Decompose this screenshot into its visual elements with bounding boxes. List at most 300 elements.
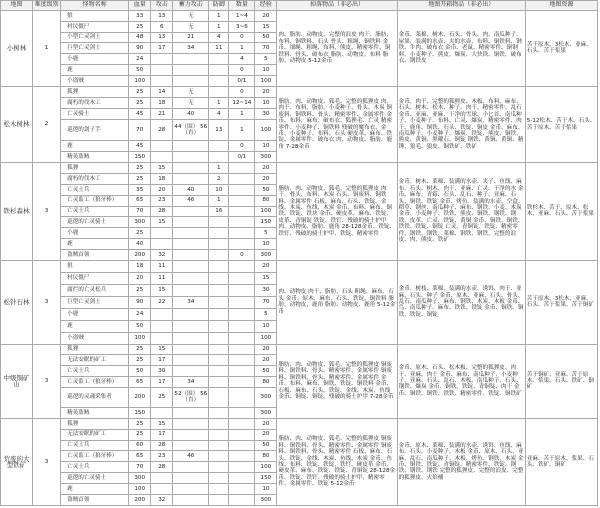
- exp-cell: 100: [255, 206, 277, 217]
- attack-cell: 15: [151, 344, 173, 355]
- drops-cell: 脂肪、肉、动物皮、狐毛、完整的狐狸皮 肉干、骨头、布料、木炭 石头、铜废料、铜铁料、金属零件 石板、麻布、石头、铁锭、金线、木炭、鱼线、木炭 金币、布料、麻布、铜铁、铁锭、铁块 金币、硬皮革、麻布、铁锭、皮革、青铜锭 铁锭、铁钉、残破的骑士护甲 肉、动物皮、脂肪、鹿角 28-128金币、铁锭、铁钉、残破的骑士护甲、铁锭、精密零件: [277, 163, 397, 260]
- hp-cell: 35: [129, 184, 151, 195]
- count-cell: 0: [229, 32, 255, 43]
- monster-name-cell: 狼: [61, 260, 129, 272]
- defense-cell: [209, 75, 229, 86]
- attack-cell: 28: [151, 120, 173, 141]
- monster-name-cell: 鹿: [61, 140, 129, 151]
- charge-cell: [173, 344, 209, 355]
- table-row: [1, 86, 598, 97]
- defense-cell: [209, 473, 229, 484]
- hp-cell: 90: [129, 296, 151, 308]
- count-cell: 1~4: [229, 11, 255, 22]
- monster-name-cell: 亡灵士兵: [61, 462, 129, 473]
- monster-name-cell: 鹿: [61, 239, 129, 250]
- hp-cell: 18: [129, 260, 151, 272]
- charge-cell: 无: [173, 11, 209, 22]
- count-cell: 1: [229, 120, 255, 141]
- hp-cell: 24: [129, 308, 151, 320]
- charge-cell: [173, 332, 209, 344]
- attack-cell: 15: [151, 418, 173, 429]
- charge-cell: [173, 140, 209, 151]
- header-resources: 地图资源: [525, 1, 597, 11]
- attack-cell: 23: [151, 195, 173, 206]
- defense-cell: 16: [209, 206, 229, 217]
- attack-cell: [151, 408, 173, 419]
- hp-cell: 48: [129, 32, 151, 43]
- attack-cell: 15: [151, 217, 173, 228]
- hp-cell: 65: [129, 451, 151, 462]
- resources-cell: 苦于原木、3松木、亚麻、石头、苦于浆果、苦于铜矿: [525, 260, 597, 344]
- charge-cell: 34: [173, 43, 209, 54]
- resources-cell: 苦于原木、3松木、亚麻、石头、苦于浆果: [525, 11, 597, 87]
- hp-cell: 300: [129, 217, 151, 228]
- attack-cell: [151, 332, 173, 344]
- exp-cell: 20: [255, 11, 277, 22]
- hp-cell: 25: [129, 86, 151, 97]
- attack-cell: 21: [151, 109, 173, 120]
- exp-cell: 150: [255, 217, 277, 228]
- monster-name-cell: 小型亡灵剑士: [61, 32, 129, 43]
- hp-cell: 60: [129, 440, 151, 451]
- chest-cell: 金币、原木、石头、松木板、完整的狐狸皮、肉干、亚麻、肉干 金币、麻布、南瓜种子、小麦种子、亚麻、石头、乱石、木板、南瓜种子、石头、钢铁、爆炭 金币、铜铁、铁锭、青铜锭、肉干 金币、铜铁、铜铁、铁铁、精密零件、铁锭、铜铁矿: [397, 344, 525, 418]
- count-cell: [229, 260, 255, 272]
- attack-cell: [151, 473, 173, 484]
- exp-cell: 20: [255, 260, 277, 272]
- defense-cell: [209, 260, 229, 272]
- attack-cell: [151, 152, 173, 163]
- hp-cell: 25: [129, 21, 151, 32]
- exp-cell: 100: [255, 120, 277, 141]
- map-name-cell: 松木树林: [1, 86, 33, 162]
- monster-name-cell: 亡灵士兵: [61, 206, 129, 217]
- exp-cell: 80: [255, 195, 277, 206]
- table-row: [1, 163, 598, 174]
- monster-name-cell: 亡灵监工（狼牙棒）: [61, 451, 129, 462]
- attack-cell: [151, 140, 173, 151]
- level-cell: 3: [33, 260, 61, 344]
- exp-cell: 5: [255, 228, 277, 239]
- exp-cell: 5: [255, 308, 277, 320]
- defense-cell: 4: [209, 109, 229, 120]
- attack-cell: [151, 308, 173, 320]
- defense-cell: 13: [209, 120, 229, 141]
- exp-cell: 50: [255, 440, 277, 451]
- header-charge-attack: 蓄力攻击: [173, 1, 209, 11]
- count-cell: 4: [229, 54, 255, 65]
- charge-cell: [173, 152, 209, 163]
- header-count: 数量: [229, 1, 255, 11]
- attack-cell: 13: [151, 11, 173, 22]
- defense-cell: [209, 54, 229, 65]
- monster-name-cell: 盗贼首领: [61, 249, 129, 260]
- count-cell: [229, 440, 255, 451]
- attack-cell: 30: [151, 366, 173, 377]
- exp-cell: 100: [255, 462, 277, 473]
- charge-cell: [173, 228, 209, 239]
- charge-cell: [173, 366, 209, 377]
- header-defense: 防御: [209, 1, 229, 11]
- exp-cell: 20: [255, 418, 277, 429]
- attack-cell: [151, 65, 173, 76]
- hp-cell: 25: [129, 174, 151, 185]
- attack-cell: 32: [151, 494, 173, 505]
- count-cell: [229, 284, 255, 296]
- charge-cell: [173, 260, 209, 272]
- defense-cell: 1: [209, 97, 229, 108]
- chest-cell: 金币、树木、莱棉、装满的水壶、夹子、鱼线、麻布、石头、树木、肉干、亚麻、亡灵、干净的水 金币、麻布、青霉、石头、乱石、种子、亚麻、石头、铜铁、铁锭 金币、烤鱼、装满的水壶、空盒、稻草、钢丝、南瓜种子、麻布、钢铁、小麦、木炭 金币、小麦种子、铁铁、熊皮、铜铁、钢铁、钢铁、皮革、亡灵、铁锭、黄铜 金币、铜铁、铜铁、铁铁、铁锭、铜锭 亡灵、青铜锭、铁锭、精密零件、钢铁、钢铁、莱棉、钢铁、钢铁、完整的浪皮、肉、熊皮、铁矿: [397, 163, 525, 260]
- exp-cell: 20: [255, 174, 277, 185]
- attack-cell: 28: [151, 206, 173, 217]
- defense-cell: [209, 284, 229, 296]
- table-row: [1, 344, 598, 355]
- hp-cell: 24: [129, 54, 151, 65]
- monster-name-cell: 巨型亡灵剑士: [61, 43, 129, 54]
- hp-cell: 150: [129, 152, 151, 163]
- monster-name-cell: 巡逻的灵魂采集者: [61, 387, 129, 407]
- attack-cell: 17: [151, 355, 173, 366]
- count-cell: [229, 344, 255, 355]
- charge-cell: 44（围） 56（直）: [173, 120, 209, 141]
- count-cell: [229, 377, 255, 388]
- count-cell: [229, 355, 255, 366]
- hp-cell: 25: [129, 344, 151, 355]
- defense-cell: [209, 228, 229, 239]
- count-cell: 0: [229, 140, 255, 151]
- attack-cell: 18: [151, 174, 173, 185]
- level-cell: 2: [33, 86, 61, 162]
- attack-cell: 22: [151, 296, 173, 308]
- count-cell: [229, 272, 255, 284]
- attack-cell: 20: [151, 184, 173, 195]
- charge-cell: 46: [173, 451, 209, 462]
- charge-cell: [173, 206, 209, 217]
- attack-cell: 15: [151, 284, 173, 296]
- monster-name-cell: 狐狸: [61, 86, 129, 97]
- header-drops: 掉落物品（非必出）: [277, 1, 397, 11]
- count-cell: [229, 408, 255, 419]
- attack-cell: 15: [151, 163, 173, 174]
- monster-name-cell: 无法安眠的矿工: [61, 429, 129, 440]
- monster-name-cell: 盗贼首领: [61, 494, 129, 505]
- hp-cell: 100: [129, 483, 151, 494]
- count-cell: [229, 494, 255, 505]
- exp-cell: 30: [255, 284, 277, 296]
- charge-cell: 无: [173, 21, 209, 32]
- defense-cell: [209, 152, 229, 163]
- count-cell: [229, 451, 255, 462]
- charge-cell: 无: [173, 86, 209, 97]
- defense-cell: [209, 86, 229, 97]
- hp-cell: 45: [129, 140, 151, 151]
- hp-cell: 200: [129, 494, 151, 505]
- attack-cell: 13: [151, 32, 173, 43]
- attack-cell: [151, 239, 173, 250]
- defense-cell: [209, 239, 229, 250]
- count-cell: [229, 483, 255, 494]
- count-cell: [229, 308, 255, 320]
- defense-cell: [209, 249, 229, 260]
- table-row: [1, 11, 598, 22]
- exp-cell: 100: [255, 332, 277, 344]
- hp-cell: 90: [129, 43, 151, 54]
- attack-cell: [151, 320, 173, 332]
- exp-cell: 15: [255, 272, 277, 284]
- charge-cell: [173, 272, 209, 284]
- count-cell: [229, 206, 255, 217]
- charge-cell: 34: [173, 296, 209, 308]
- count-cell: [229, 320, 255, 332]
- defense-cell: [209, 418, 229, 429]
- monster-name-cell: 鹿: [61, 483, 129, 494]
- chest-cell: 金币、树枝、莱棉、装满的水壶、诱饵、肉干、亚麻、石头、种子 金币、原木、亚麻、石头、骨头、乱石、南瓜种子、麻布、钢铁、木炭、木板 金币、鸟、南瓜种子、麻布、铁铁、铁锭 金币、铜铁、铜铁、铁锭、铜锭: [397, 260, 525, 344]
- attack-cell: 32: [151, 249, 173, 260]
- monster-name-cell: 无法安眠的矿工: [61, 355, 129, 366]
- attack-cell: [151, 75, 173, 86]
- hp-cell: 150: [129, 408, 151, 419]
- header-hp: 血量: [129, 1, 151, 11]
- hp-cell: 65: [129, 195, 151, 206]
- defense-cell: [209, 440, 229, 451]
- drops-cell: 脂肪、肉、动物皮、狐毛、完整的狐狸皮 铜废料、铜铁料、骨头、精密零件、金属零件 铜废料、铜铁料、骨头、精密零件、金属零件 金币、布料、麻布、铜铁、铁锭、铜铁料 金币、石板、麻布、石头、铁锭、金线、木炭、鱼线 金币、铜锭、铜锭、残破的骑士护甲 7-28金币: [277, 344, 397, 418]
- defense-cell: [209, 494, 229, 505]
- charge-cell: [173, 462, 209, 473]
- monster-name-cell: 亡灵监工（狼牙棒）: [61, 377, 129, 388]
- monster-name-cell: 鹿: [61, 320, 129, 332]
- drops-cell: 脂肪、肉、动物皮、狐毛、完整的狐狸皮 铜废料、铜铁料、骨头、精密零件、金属零件 铜废料、铜铁料、骨头、精密零件 石板、麻布、石头、铁锭、金线、木炭、鱼线、木炭 金币、鱼线、布料、铁锭、铁锭、铁钉、硬皮革 金币、硬皮革、麻布、铁锭、铁锭、青铜锭 28-128金币、铁锭、铁钉、残破的骑士护甲、精密零件、金属零件、铁锭 5-12金币: [277, 418, 397, 505]
- exp-cell: 300: [255, 408, 277, 419]
- defense-cell: [209, 387, 229, 407]
- count-cell: [229, 418, 255, 429]
- attack-cell: 17: [151, 429, 173, 440]
- exp-cell: 20: [255, 86, 277, 97]
- header-chest: 地图开箱物品（非必出）: [397, 1, 525, 11]
- charge-cell: [173, 440, 209, 451]
- level-cell: 3: [33, 344, 61, 418]
- drops-cell: 肉、动物皮 肉干、脂肪、石头 粗绳、麻布、石头 金币、原木、麻布、石头、铁锭、铜铁料 脂肪、动物皮、鹿角 脂肪、动物皮、鹿角 5-12金币: [277, 260, 397, 344]
- hp-cell: 33: [129, 11, 151, 22]
- exp-cell: 5: [255, 54, 277, 65]
- count-cell: [229, 163, 255, 174]
- defense-cell: [209, 408, 229, 419]
- monster-name-cell: 精英盗贼: [61, 408, 129, 419]
- charge-cell: [173, 483, 209, 494]
- charge-cell: [173, 494, 209, 505]
- defense-cell: [209, 429, 229, 440]
- exp-cell: 10: [255, 140, 277, 151]
- charge-cell: 46: [173, 195, 209, 206]
- count-cell: 0/1: [229, 75, 255, 86]
- exp-cell: 10: [255, 239, 277, 250]
- count-cell: 0: [229, 65, 255, 76]
- monster-name-cell: 小鹿: [61, 54, 129, 65]
- monster-name-cell: 亡灵士兵: [61, 440, 129, 451]
- header-exp: 经验: [255, 1, 277, 11]
- count-cell: [229, 429, 255, 440]
- count-cell: [229, 387, 255, 407]
- attack-cell: 11: [151, 272, 173, 284]
- hp-cell: 50: [129, 320, 151, 332]
- charge-cell: [173, 418, 209, 429]
- monster-name-cell: 狐狸: [61, 418, 129, 429]
- hp-cell: 25: [129, 429, 151, 440]
- count-cell: 1: [229, 109, 255, 120]
- monster-name-cell: 小盗贼: [61, 75, 129, 86]
- monster-name-cell: 亡灵骑士: [61, 109, 129, 120]
- monster-name-cell: 鹿: [61, 65, 129, 76]
- defense-cell: [209, 355, 229, 366]
- exp-cell: 50: [255, 366, 277, 377]
- defense-cell: [209, 332, 229, 344]
- count-cell: [229, 296, 255, 308]
- charge-cell: [173, 163, 209, 174]
- monster-name-cell: 狐狸: [61, 163, 129, 174]
- defense-cell: 2: [209, 174, 229, 185]
- hp-cell: 100: [129, 332, 151, 344]
- charge-cell: [173, 355, 209, 366]
- defense-cell: 11: [209, 43, 229, 54]
- count-cell: 0: [229, 249, 255, 260]
- attack-cell: 25: [151, 387, 173, 407]
- defense-cell: 1: [209, 21, 229, 32]
- resources-cell: 铁杉木、苦于、原木、松木、亚麻、石头、苦于浆果: [525, 163, 597, 260]
- charge-cell: 40: [173, 184, 209, 195]
- exp-cell: 30: [255, 109, 277, 120]
- attack-cell: 28: [151, 462, 173, 473]
- attack-cell: [151, 54, 173, 65]
- monster-name-cell: 巡逻的刽子手: [61, 120, 129, 141]
- chest-cell: 金币、莱棉、树木、石头、骨头、肉、南瓜种子、屋果、装满的水壶、夹的水壶、布料、铜铁料、钢铁、牛肉、破布衣 金币、老鼠、精密零件、铜钢料、小麦种子、熊皮、爆炭、大快铁、铜铁、破布衣、钢铁皮: [397, 11, 525, 87]
- count-cell: [229, 366, 255, 377]
- monster-name-cell: 亡灵士兵: [61, 366, 129, 377]
- level-cell: 1: [33, 11, 61, 87]
- exp-cell: 50: [255, 184, 277, 195]
- monster-name-cell: 小盗贼: [61, 332, 129, 344]
- exp-cell: 10: [255, 483, 277, 494]
- exp-cell: 150: [255, 473, 277, 484]
- charge-cell: [173, 284, 209, 296]
- hp-cell: 300: [129, 473, 151, 484]
- map-name-cell: 荒废的大型铁矿: [1, 418, 33, 505]
- charge-cell: 21: [173, 32, 209, 43]
- defense-cell: 10: [209, 184, 229, 195]
- monster-name-cell: 腐朽的伐木工: [61, 174, 129, 185]
- attack-cell: 28: [151, 440, 173, 451]
- chest-cell: 金币、原木、莱棉、装满的水壶、诱饵、鱼线、麻布、石头、小麦种子、木板 金币、原木、石头、亚麻、乱石、南瓜种子、木板、烤鱼、钢铁、木炭 金币、铜铁、铁锭、青铜锭、精密零件、铁锭、钢铁、钢铁、钢铁 完整的狐狸皮、完整的浪皮、完整的狐狸皮、火焰桶: [397, 418, 525, 505]
- exp-cell: 10: [255, 65, 277, 76]
- attack-cell: 17: [151, 377, 173, 388]
- monster-name-cell: 亡灵监工（狼牙棒）: [61, 195, 129, 206]
- monster-name-cell: 村民僵尸: [61, 272, 129, 284]
- count-cell: [229, 217, 255, 228]
- hp-cell: 25: [129, 284, 151, 296]
- monster-name-cell: 狼: [61, 11, 129, 22]
- hp-cell: 25: [129, 355, 151, 366]
- header-attack: 攻击: [151, 1, 173, 11]
- count-cell: [229, 239, 255, 250]
- table-row: [1, 418, 598, 429]
- map-name-cell: 小树林: [1, 11, 33, 87]
- resources-cell: 亚麻、苦于原木、浆果、石头、铁矿、铜矿: [525, 418, 597, 505]
- defense-cell: [209, 377, 229, 388]
- charge-cell: [173, 217, 209, 228]
- count-cell: 12~14: [229, 97, 255, 108]
- charge-cell: [173, 249, 209, 260]
- map-name-cell: 中级铜矿山: [1, 344, 33, 418]
- count-cell: [229, 228, 255, 239]
- chest-cell: 金币、肉干、完整的狐狸皮、木板、布料、麻布、石头、树木、松木、种子、肉干、精密零件、乱石 金币、亚麻、亚麻、干净的雪球、小匕首、南瓜种子、小麦种子、布料、亡灵、爆炭、精密零件、肉干、鹿角、铜铁、石头、铁锭、铜皮 金币、麻布、南瓜种子、小麦种子、爆炭、铁锭、熊皮、铜铁、熊皮、黄铜、黑曜石、铜锭 钢铁、黄铜、黄铜、精锤、狼毛、狼皮、铜铁矿、铁矿: [397, 86, 525, 162]
- exp-cell: 70: [255, 296, 277, 308]
- level-cell: 3: [33, 418, 61, 505]
- header-row: [1, 1, 598, 11]
- charge-cell: 52（围） 56（直）: [173, 387, 209, 407]
- header-level: 难度级别: [33, 1, 61, 11]
- hp-cell: 100: [129, 75, 151, 86]
- count-cell: 1: [229, 43, 255, 54]
- monster-name-cell: 小鹿: [61, 308, 129, 320]
- table-body: [1, 11, 598, 506]
- defense-cell: [209, 140, 229, 151]
- charge-cell: [173, 65, 209, 76]
- monster-name-cell: 村民僵尸: [61, 21, 129, 32]
- defense-cell: 1: [209, 195, 229, 206]
- table-row: [1, 260, 598, 272]
- exp-cell: 80: [255, 377, 277, 388]
- count-cell: 3~6: [229, 21, 255, 32]
- defense-cell: [209, 344, 229, 355]
- defense-cell: 4: [209, 32, 229, 43]
- exp-cell: 20: [255, 344, 277, 355]
- monster-name-cell: 巨型亡灵剑士: [61, 296, 129, 308]
- hp-cell: 40: [129, 239, 151, 250]
- exp-cell: 20: [255, 429, 277, 440]
- drops-cell: 肉、脂肪、动物皮、完整的浪皮 肉干、脂肪、布料、铜铁料、石头 骨头、粗绳、铜铁料 金币、细绳、粗绳、布料、熊皮、精密零件、铜铁料、骨头、破布衣 脂肪、动物皮、布料 脂肪、动物皮 5-12金币: [277, 11, 397, 87]
- drops-cell: 脂肪、肉、动物皮、狐毛、完整的狐狸皮 肉、肉干、布料、脂肪、小麦种子、骨头、木炭 铜废料、铜铁料、骨头、精密零件、金属零件 金币、布料、麻布、破布衣、狐狸毛、亡灵 精密零件、小麦种子、铜铁料 残破的魔布衣、金币、小麦种子、布料、石头 硬皮革、麻布、铁锭、金属零件、破布衣 肉、动物皮、脂肪、鹿角 7-28金币: [277, 86, 397, 162]
- attack-cell: 23: [151, 451, 173, 462]
- attack-cell: [151, 228, 173, 239]
- defense-cell: [209, 320, 229, 332]
- defense-cell: [209, 483, 229, 494]
- hp-cell: 25: [129, 418, 151, 429]
- exp-cell: 70: [255, 43, 277, 54]
- charge-cell: [173, 308, 209, 320]
- exp-cell: 20: [255, 355, 277, 366]
- attack-cell: 18: [151, 97, 173, 108]
- monster-name-cell: 巡逻的亡灵骑士: [61, 473, 129, 484]
- attack-cell: 11: [151, 260, 173, 272]
- defense-cell: [209, 462, 229, 473]
- count-cell: [229, 195, 255, 206]
- exp-cell: 20: [255, 163, 277, 174]
- count-cell: [229, 332, 255, 344]
- defense-cell: [209, 296, 229, 308]
- attack-cell: 14: [151, 86, 173, 97]
- count-cell: 0: [229, 86, 255, 97]
- charge-cell: [173, 239, 209, 250]
- charge-cell: [173, 54, 209, 65]
- attack-cell: 17: [151, 43, 173, 54]
- exp-cell: 10: [255, 320, 277, 332]
- header-map: 地图: [1, 1, 33, 11]
- resources-cell: 5-12松木、苦于木、石头、苦于原木、苦于浆果: [525, 86, 597, 162]
- exp-cell: 300: [255, 387, 277, 407]
- charge-cell: 34: [173, 377, 209, 388]
- hp-cell: 25: [129, 97, 151, 108]
- defense-cell: [209, 272, 229, 284]
- hp-cell: 25: [129, 228, 151, 239]
- header-monster: 怪物名称: [61, 1, 129, 11]
- exp-cell: 80: [255, 451, 277, 462]
